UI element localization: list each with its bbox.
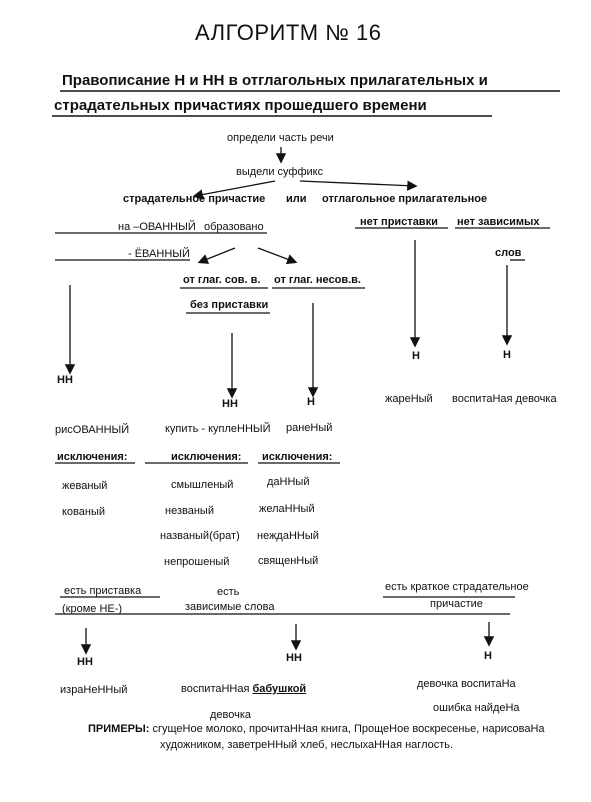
result-nn-3: НН: [77, 656, 93, 668]
branch-participle: страдательное причастие: [123, 193, 266, 205]
example-vospitannaya-word: воспитаННая: [181, 683, 250, 695]
example-babushkoy: бабушкой: [252, 683, 307, 695]
from-perfective-verb: от глаг. сов. в.: [183, 274, 261, 286]
exception-item: незваный: [165, 505, 214, 517]
short-participle-line1: есть краткое страдательное: [385, 581, 529, 593]
example-zhareny: жареНый: [385, 393, 433, 405]
example-vospitannaya: [181, 683, 306, 696]
result-nn-4: НН: [286, 652, 302, 664]
has-prefix: есть приставка: [64, 585, 142, 597]
exceptions-label-3: исключения:: [262, 451, 333, 463]
example-izraneny: израНеННый: [60, 684, 128, 696]
subtitle-line-1: Правописание Н и НН в отглагольных прилагательных и: [62, 72, 488, 89]
step-find-suffix: выдели суффикс: [236, 166, 324, 178]
exceptions-label-1: исключения:: [57, 451, 128, 463]
exception-item: священНый: [258, 555, 319, 567]
label-has: есть: [217, 586, 240, 598]
example-vospitanaya: воспитаНая девочка: [452, 393, 557, 405]
suffix-evanny: - ЁВАННЫЙ: [128, 248, 190, 260]
exception-item: непрошеный: [164, 556, 230, 568]
no-dependent-words: нет зависимых: [457, 216, 540, 228]
result-nn-1: НН: [57, 374, 73, 386]
exception-item: жеваный: [62, 480, 108, 492]
label-obrazovano: образовано: [204, 221, 264, 233]
exception-item: смышленый: [171, 479, 234, 491]
subtitle-line-2: страдательных причастиях прошедшего времени: [54, 97, 427, 114]
label-slov: слов: [495, 247, 522, 259]
no-prefix: нет приставки: [360, 216, 438, 228]
examples-line-1: [88, 723, 545, 736]
dependent-words: зависимые слова: [185, 601, 275, 613]
example-devochka-vospitana: девочка воспитаНа: [417, 678, 516, 690]
without-prefix: без приставки: [190, 299, 269, 311]
example-kupit: купить - куплеННЫЙ: [165, 423, 271, 435]
except-ne: (кроме НЕ-): [62, 603, 123, 615]
branch-or: или: [286, 193, 307, 205]
exception-item: даННый: [267, 476, 310, 488]
suffix-ovanny: на –ОВАННЫЙ: [118, 221, 196, 233]
example-raneny: ранеНый: [286, 422, 333, 434]
example-risovanny: рисОВАННЫЙ: [55, 424, 130, 436]
result-n-3: Н: [503, 349, 511, 361]
exception-item: кованый: [62, 506, 106, 518]
result-n-2: Н: [412, 350, 420, 362]
exceptions-label-2: исключения:: [171, 451, 242, 463]
from-imperfective-verb: от глаг. несов.в.: [274, 274, 361, 286]
result-n-4: Н: [484, 650, 492, 662]
examples-text-1: сгущеНое молоко, прочитаННая книга, ПрощеНое воскресенье, нарисоваНа: [152, 723, 545, 735]
example-oshibka: ошибка найдеНа: [433, 702, 520, 714]
page-title: АЛГОРИТМ № 16: [195, 20, 382, 45]
exception-item: неждаННый: [257, 530, 319, 542]
examples-label: ПРИМЕРЫ:: [88, 723, 150, 735]
result-nn-2: НН: [222, 398, 238, 410]
exception-item: желаННый: [259, 503, 315, 515]
result-n-1: Н: [307, 396, 315, 408]
example-devochka: девочка: [210, 709, 252, 721]
short-participle-line2: причастие: [430, 598, 483, 610]
examples-text-2: художником, заветреННый хлеб, неслыхаННая наглость.: [160, 739, 454, 751]
step-identify-part-of-speech: определи часть речи: [227, 132, 334, 144]
branch-adjective: отглагольное прилагательное: [322, 193, 488, 205]
exception-item: названый(брат): [160, 530, 240, 542]
